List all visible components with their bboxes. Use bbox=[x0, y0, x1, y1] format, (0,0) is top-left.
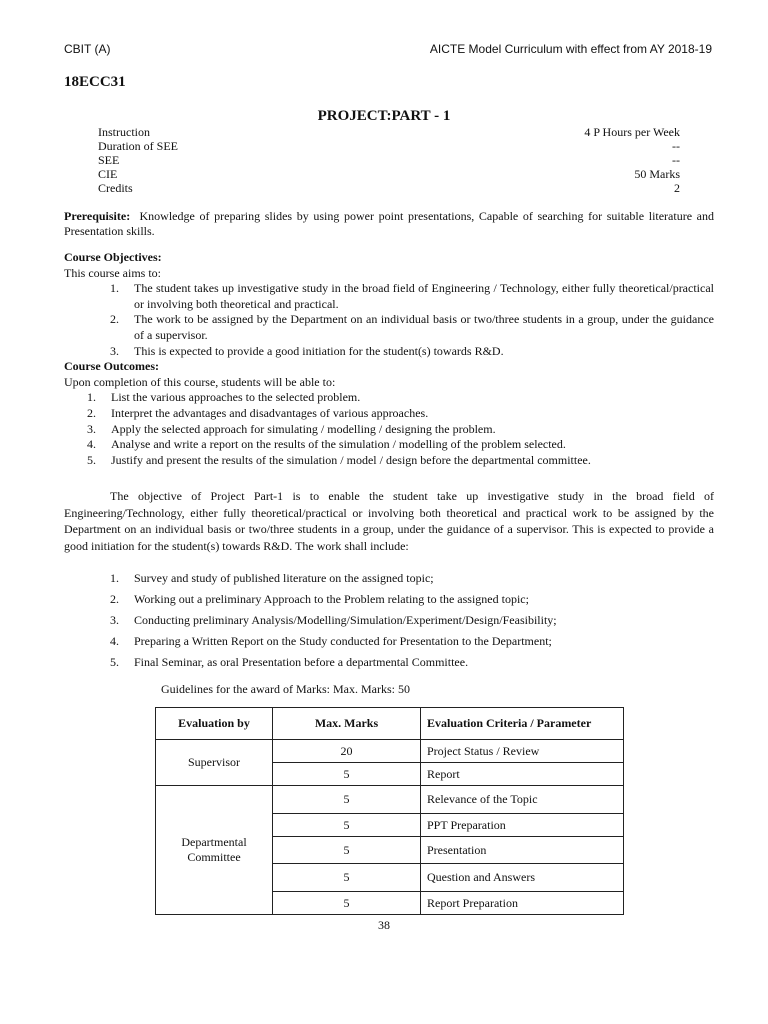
criteria-cell: Project Status / Review bbox=[421, 740, 624, 763]
info-value: 2 bbox=[674, 181, 680, 195]
info-row-cie bbox=[98, 167, 680, 181]
marks-table bbox=[155, 707, 624, 915]
criteria-cell: Report Preparation bbox=[421, 892, 624, 915]
prerequisite bbox=[64, 209, 714, 239]
work-items-list bbox=[110, 568, 557, 673]
info-value: 4 P Hours per Week bbox=[584, 125, 680, 139]
info-row-instruction bbox=[98, 125, 680, 139]
list-item: 3. Conducting preliminary Analysis/Modelling/Simulation/Experiment/Design/Feasibility; bbox=[110, 613, 557, 627]
info-label: Instruction bbox=[98, 125, 150, 139]
table-header: Evaluation by bbox=[156, 708, 273, 740]
page-title: PROJECT:PART - 1 bbox=[317, 108, 451, 124]
table-header: Evaluation Criteria / Parameter bbox=[421, 708, 624, 740]
evaluator-cell: Supervisor bbox=[156, 740, 273, 786]
criteria-cell: Question and Answers bbox=[421, 864, 624, 892]
info-label: SEE bbox=[98, 153, 120, 167]
list-item: 5. Final Seminar, as oral Presentation before a departmental Committee. bbox=[110, 655, 469, 669]
list-item: 1. The student takes up investigative study in the broad field of Engineering / Technology, either fully theoretical/practical or involving both theoretical and practical. bbox=[110, 281, 714, 311]
criteria-cell: Report bbox=[421, 763, 624, 786]
marks-cell: 5 bbox=[273, 786, 421, 814]
marks-cell: 5 bbox=[273, 837, 421, 864]
criteria-cell: PPT Preparation bbox=[421, 814, 624, 837]
objectives-heading: Course Objectives: bbox=[64, 250, 162, 264]
course-info-table bbox=[98, 125, 680, 195]
marks-cell: 5 bbox=[273, 864, 421, 892]
info-row-see bbox=[98, 153, 680, 167]
evaluator-cell: Departmental Committee bbox=[156, 786, 273, 915]
marks-cell: 20 bbox=[273, 740, 421, 763]
table-row bbox=[156, 740, 624, 763]
header-right: AICTE Model Curriculum with effect from AY 2018-19 bbox=[429, 42, 712, 56]
criteria-cell: Presentation bbox=[421, 837, 624, 864]
list-item: 2. Working out a preliminary Approach to the Problem relating to the assigned topic; bbox=[110, 592, 529, 606]
info-label: CIE bbox=[98, 167, 118, 181]
objective-paragraph: The objective of Project Part-1 is to enable the student take up investigative study in the broad field of Engineering/Technology, either fully theoretical/practical or involving both theoretical and practical work to be assigned by the Department on an individual basis or two/three students in a group, under the guidance of a supervisor. This is expected to provide a good initiation for the student(s) towards R&D. The work shall include: bbox=[64, 489, 714, 553]
course-code: 18ECC31 bbox=[64, 74, 126, 90]
info-value: -- bbox=[672, 153, 680, 167]
page-number: 38 bbox=[378, 918, 390, 932]
table-row bbox=[156, 786, 624, 814]
objectives-list bbox=[64, 281, 714, 359]
outcomes-intro: Upon completion of this course, students will be able to: bbox=[64, 374, 336, 389]
marks-cell: 5 bbox=[273, 814, 421, 837]
list-item: 3. This is expected to provide a good initiation for the student(s) towards R&D. bbox=[110, 343, 504, 358]
info-label: Duration of SEE bbox=[98, 139, 178, 153]
info-value: 50 Marks bbox=[634, 167, 680, 181]
marks-cell: 5 bbox=[273, 763, 421, 786]
list-item: 3. Apply the selected approach for simulating / modelling / designing the problem. bbox=[87, 421, 496, 436]
objectives-intro: This course aims to: bbox=[64, 265, 161, 280]
list-item: 5. Justify and present the results of the simulation / model / design before the departmental committee. bbox=[87, 452, 591, 467]
prerequisite-text: Knowledge of preparing slides by using power point presentations, Capable of searching for suitable literature and Presentation skills. bbox=[64, 209, 715, 238]
list-item: 4. Analyse and write a report on the results of the simulation / modelling of the problem selected. bbox=[87, 437, 566, 452]
outcomes-heading: Course Outcomes: bbox=[64, 359, 159, 374]
info-row-credits bbox=[98, 181, 680, 195]
list-item: 1. Survey and study of published literature on the assigned topic; bbox=[110, 571, 434, 585]
prerequisite-label: Prerequisite: bbox=[64, 209, 131, 223]
list-item: 1. List the various approaches to the selected problem. bbox=[87, 390, 361, 405]
info-value: -- bbox=[672, 139, 680, 153]
outcomes-list bbox=[64, 390, 714, 468]
table-header: Max. Marks bbox=[273, 708, 421, 740]
list-item: 4. Preparing a Written Report on the Study conducted for Presentation to the Department; bbox=[110, 634, 552, 648]
criteria-cell: Relevance of the Topic bbox=[421, 786, 624, 814]
list-item: 2. Interpret the advantages and disadvantages of various approaches. bbox=[87, 405, 429, 420]
table-header-row bbox=[156, 708, 624, 740]
objectives-outcomes-section bbox=[64, 250, 714, 468]
header-left: CBIT (A) bbox=[64, 42, 111, 56]
info-row-duration bbox=[98, 139, 680, 153]
guidelines-caption: Guidelines for the award of Marks: Max. Marks: 50 bbox=[161, 682, 410, 696]
marks-cell: 5 bbox=[273, 892, 421, 915]
info-label: Credits bbox=[98, 181, 133, 195]
list-item: 2. The work to be assigned by the Department on an individual basis or two/three students in a group, under the guidance of a supervisor. bbox=[110, 312, 714, 342]
